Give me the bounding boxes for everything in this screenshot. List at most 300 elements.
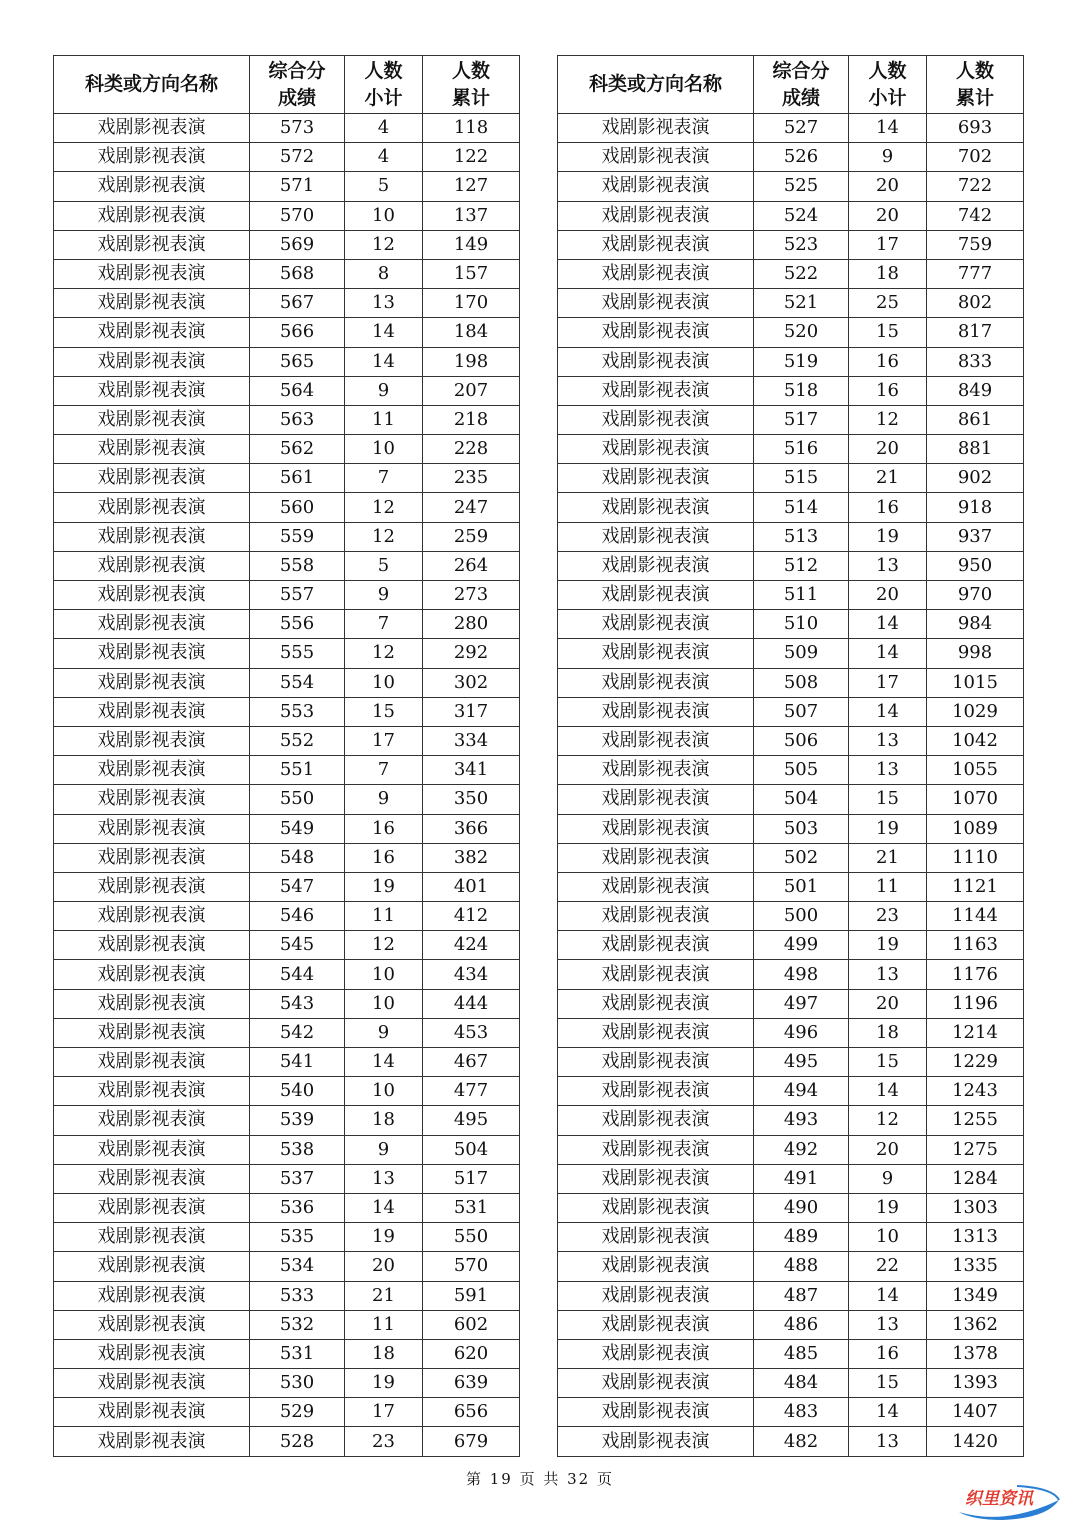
cell-cumulative: 434 [423, 960, 520, 989]
cell-subtotal: 9 [849, 1164, 927, 1193]
cell-subtotal: 12 [849, 1106, 927, 1135]
cell-score: 550 [250, 785, 345, 814]
cell-subtotal: 11 [345, 1310, 423, 1339]
cell-category: 戏剧影视表演 [558, 1398, 754, 1427]
table-row [54, 1427, 520, 1456]
cell-category: 戏剧影视表演 [558, 1281, 754, 1310]
cell-category: 戏剧影视表演 [558, 697, 754, 726]
table-row [558, 756, 1024, 785]
logo-text: 织里资讯 [965, 1489, 1033, 1509]
table-row [54, 872, 520, 901]
cell-cumulative: 170 [423, 289, 520, 318]
cell-category: 戏剧影视表演 [54, 464, 250, 493]
cell-category: 戏剧影视表演 [54, 376, 250, 405]
cell-score: 559 [250, 522, 345, 551]
cell-subtotal: 4 [345, 114, 423, 143]
cell-subtotal: 19 [849, 522, 927, 551]
cell-score: 570 [250, 201, 345, 230]
cell-category: 戏剧影视表演 [54, 1427, 250, 1456]
table-row [558, 931, 1024, 960]
cell-subtotal: 21 [849, 464, 927, 493]
cell-subtotal: 14 [345, 1193, 423, 1222]
cell-cumulative: 412 [423, 902, 520, 931]
cell-category: 戏剧影视表演 [558, 201, 754, 230]
table-row [54, 1339, 520, 1368]
cell-score: 521 [754, 289, 849, 318]
cell-subtotal: 13 [849, 726, 927, 755]
cell-cumulative: 453 [423, 1018, 520, 1047]
cell-category: 戏剧影视表演 [54, 1135, 250, 1164]
cell-subtotal: 5 [345, 172, 423, 201]
cell-score: 515 [754, 464, 849, 493]
cell-subtotal: 9 [345, 581, 423, 610]
cell-cumulative: 1214 [927, 1018, 1024, 1047]
table-row [558, 1252, 1024, 1281]
cell-category: 戏剧影视表演 [558, 143, 754, 172]
cell-score: 502 [754, 843, 849, 872]
table-row [558, 1135, 1024, 1164]
cell-subtotal: 12 [345, 931, 423, 960]
cell-cumulative: 1393 [927, 1369, 1024, 1398]
cell-category: 戏剧影视表演 [558, 931, 754, 960]
table-row [54, 931, 520, 960]
cell-score: 544 [250, 960, 345, 989]
cell-score: 560 [250, 493, 345, 522]
header-cumulative-line2: 累计 [955, 86, 994, 109]
cell-category: 戏剧影视表演 [558, 960, 754, 989]
cell-subtotal: 10 [345, 201, 423, 230]
table-row [54, 1018, 520, 1047]
cell-cumulative: 1015 [927, 668, 1024, 697]
cell-category: 戏剧影视表演 [54, 1164, 250, 1193]
cell-score: 554 [250, 668, 345, 697]
cell-category: 戏剧影视表演 [558, 872, 754, 901]
header-score-line2: 成绩 [277, 86, 316, 109]
cell-subtotal: 8 [345, 259, 423, 288]
table-row [558, 318, 1024, 347]
cell-subtotal: 18 [849, 259, 927, 288]
cell-score: 496 [754, 1018, 849, 1047]
table-row [558, 843, 1024, 872]
table-body-right [558, 114, 1024, 1457]
cell-score: 556 [250, 610, 345, 639]
cell-category: 戏剧影视表演 [558, 1135, 754, 1164]
cell-cumulative: 693 [927, 114, 1024, 143]
cell-category: 戏剧影视表演 [54, 872, 250, 901]
cell-score: 482 [754, 1427, 849, 1456]
cell-subtotal: 25 [849, 289, 927, 318]
cell-score: 518 [754, 376, 849, 405]
cell-category: 戏剧影视表演 [558, 405, 754, 434]
cell-cumulative: 137 [423, 201, 520, 230]
cell-cumulative: 341 [423, 756, 520, 785]
cell-cumulative: 118 [423, 114, 520, 143]
cell-score: 543 [250, 989, 345, 1018]
cell-cumulative: 401 [423, 872, 520, 901]
table-row [558, 551, 1024, 580]
cell-subtotal: 13 [849, 551, 927, 580]
table-row [54, 435, 520, 464]
header-score-line1: 综合分 [268, 59, 326, 82]
header-subtotal-line2: 小计 [868, 86, 907, 109]
table-row [54, 493, 520, 522]
cell-subtotal: 7 [345, 464, 423, 493]
cell-category: 戏剧影视表演 [558, 230, 754, 259]
cell-cumulative: 1303 [927, 1193, 1024, 1222]
table-row [54, 639, 520, 668]
cell-cumulative: 1275 [927, 1135, 1024, 1164]
cell-score: 510 [754, 610, 849, 639]
cell-score: 569 [250, 230, 345, 259]
cell-cumulative: 759 [927, 230, 1024, 259]
cell-score: 498 [754, 960, 849, 989]
cell-score: 540 [250, 1077, 345, 1106]
cell-category: 戏剧影视表演 [54, 1048, 250, 1077]
cell-subtotal: 10 [345, 989, 423, 1018]
cell-cumulative: 228 [423, 435, 520, 464]
cell-score: 486 [754, 1310, 849, 1339]
cell-score: 526 [754, 143, 849, 172]
cell-cumulative: 264 [423, 551, 520, 580]
cell-score: 535 [250, 1223, 345, 1252]
cell-category: 戏剧影视表演 [54, 814, 250, 843]
cell-cumulative: 639 [423, 1369, 520, 1398]
table-row [558, 1398, 1024, 1427]
table-row [54, 610, 520, 639]
cell-score: 493 [754, 1106, 849, 1135]
cell-cumulative: 881 [927, 435, 1024, 464]
cell-subtotal: 5 [345, 551, 423, 580]
cell-category: 戏剧影视表演 [558, 668, 754, 697]
cell-cumulative: 467 [423, 1048, 520, 1077]
cell-subtotal: 14 [849, 1077, 927, 1106]
table-row [54, 814, 520, 843]
cell-score: 494 [754, 1077, 849, 1106]
cell-category: 戏剧影视表演 [558, 1164, 754, 1193]
header-subtotal [345, 56, 423, 114]
cell-score: 516 [754, 435, 849, 464]
cell-score: 573 [250, 114, 345, 143]
cell-cumulative: 1243 [927, 1077, 1024, 1106]
cell-score: 495 [754, 1048, 849, 1077]
table-row [558, 581, 1024, 610]
table-row [54, 405, 520, 434]
cell-subtotal: 19 [345, 1369, 423, 1398]
header-cumulative-line1: 人数 [451, 59, 490, 82]
header-subtotal-line1: 人数 [868, 59, 907, 82]
header-score-line1: 综合分 [772, 59, 830, 82]
cell-score: 545 [250, 931, 345, 960]
cell-cumulative: 970 [927, 581, 1024, 610]
cell-category: 戏剧影视表演 [54, 843, 250, 872]
table-row [54, 230, 520, 259]
cell-category: 戏剧影视表演 [54, 668, 250, 697]
cell-score: 520 [754, 318, 849, 347]
cell-subtotal: 14 [849, 1281, 927, 1310]
cell-cumulative: 317 [423, 697, 520, 726]
cell-category: 戏剧影视表演 [54, 1398, 250, 1427]
table-row [54, 1310, 520, 1339]
table-row [558, 1164, 1024, 1193]
cell-category: 戏剧影视表演 [558, 318, 754, 347]
cell-subtotal: 9 [849, 143, 927, 172]
cell-cumulative: 656 [423, 1398, 520, 1427]
cell-category: 戏剧影视表演 [54, 1310, 250, 1339]
table-row [558, 989, 1024, 1018]
table-row [558, 814, 1024, 843]
cell-score: 487 [754, 1281, 849, 1310]
cell-category: 戏剧影视表演 [558, 1077, 754, 1106]
table-row [54, 1106, 520, 1135]
cell-score: 514 [754, 493, 849, 522]
table-row [54, 1193, 520, 1222]
cell-subtotal: 12 [345, 639, 423, 668]
cell-category: 戏剧影视表演 [558, 610, 754, 639]
cell-score: 500 [754, 902, 849, 931]
table-row [54, 1048, 520, 1077]
cell-cumulative: 1229 [927, 1048, 1024, 1077]
cell-category: 戏剧影视表演 [54, 1223, 250, 1252]
cell-category: 戏剧影视表演 [54, 697, 250, 726]
cell-cumulative: 570 [423, 1252, 520, 1281]
table-row [558, 1106, 1024, 1135]
cell-subtotal: 18 [345, 1339, 423, 1368]
cell-cumulative: 1055 [927, 756, 1024, 785]
cell-cumulative: 477 [423, 1077, 520, 1106]
cell-category: 戏剧影视表演 [558, 376, 754, 405]
cell-cumulative: 984 [927, 610, 1024, 639]
table-row [558, 114, 1024, 143]
cell-category: 戏剧影视表演 [558, 1048, 754, 1077]
cell-subtotal: 12 [849, 405, 927, 434]
cell-subtotal: 11 [345, 902, 423, 931]
cell-category: 戏剧影视表演 [54, 114, 250, 143]
cell-subtotal: 19 [345, 1223, 423, 1252]
table-row [54, 1252, 520, 1281]
cell-cumulative: 1029 [927, 697, 1024, 726]
header-cumulative-line1: 人数 [955, 59, 994, 82]
table-row [54, 143, 520, 172]
table-row [558, 1427, 1024, 1456]
cell-category: 戏剧影视表演 [54, 493, 250, 522]
cell-score: 539 [250, 1106, 345, 1135]
header-subtotal-line2: 小计 [364, 86, 403, 109]
cell-cumulative: 247 [423, 493, 520, 522]
cell-category: 戏剧影视表演 [54, 522, 250, 551]
cell-score: 508 [754, 668, 849, 697]
watermark-logo [955, 1478, 1065, 1522]
header-cumulative [423, 56, 520, 114]
cell-category: 戏剧影视表演 [54, 405, 250, 434]
cell-score: 564 [250, 376, 345, 405]
cell-subtotal: 15 [849, 1048, 927, 1077]
cell-cumulative: 444 [423, 989, 520, 1018]
cell-category: 戏剧影视表演 [558, 1252, 754, 1281]
cell-category: 戏剧影视表演 [558, 1193, 754, 1222]
cell-score: 557 [250, 581, 345, 610]
header-cumulative-line2: 累计 [451, 86, 490, 109]
cell-score: 529 [250, 1398, 345, 1427]
cell-score: 501 [754, 872, 849, 901]
cell-subtotal: 9 [345, 1135, 423, 1164]
cell-subtotal: 15 [849, 318, 927, 347]
cell-subtotal: 14 [345, 318, 423, 347]
cell-score: 542 [250, 1018, 345, 1047]
cell-category: 戏剧影视表演 [54, 172, 250, 201]
cell-category: 戏剧影视表演 [558, 114, 754, 143]
cell-category: 戏剧影视表演 [54, 610, 250, 639]
cell-cumulative: 1407 [927, 1398, 1024, 1427]
cell-score: 533 [250, 1281, 345, 1310]
table-row [54, 843, 520, 872]
table-row [54, 668, 520, 697]
cell-subtotal: 14 [345, 1048, 423, 1077]
table-row [558, 697, 1024, 726]
table-row [54, 1398, 520, 1427]
cell-cumulative: 218 [423, 405, 520, 434]
cell-cumulative: 334 [423, 726, 520, 755]
cell-score: 555 [250, 639, 345, 668]
cell-score: 562 [250, 435, 345, 464]
header-category: 科类或方向名称 [558, 56, 754, 114]
cell-score: 528 [250, 1427, 345, 1456]
cell-cumulative: 302 [423, 668, 520, 697]
cell-score: 497 [754, 989, 849, 1018]
cell-cumulative: 861 [927, 405, 1024, 434]
cell-subtotal: 10 [849, 1223, 927, 1252]
cell-subtotal: 22 [849, 1252, 927, 1281]
cell-subtotal: 14 [849, 697, 927, 726]
table-row [558, 230, 1024, 259]
table-row [558, 610, 1024, 639]
cell-category: 戏剧影视表演 [54, 931, 250, 960]
cell-score: 566 [250, 318, 345, 347]
cell-cumulative: 550 [423, 1223, 520, 1252]
cell-category: 戏剧影视表演 [558, 843, 754, 872]
cell-score: 531 [250, 1339, 345, 1368]
cell-subtotal: 14 [345, 347, 423, 376]
table-row [558, 201, 1024, 230]
cell-category: 戏剧影视表演 [558, 551, 754, 580]
cell-cumulative: 591 [423, 1281, 520, 1310]
cell-score: 485 [754, 1339, 849, 1368]
cell-score: 552 [250, 726, 345, 755]
cell-subtotal: 10 [345, 435, 423, 464]
cell-category: 戏剧影视表演 [54, 347, 250, 376]
cell-score: 537 [250, 1164, 345, 1193]
cell-score: 504 [754, 785, 849, 814]
cell-cumulative: 950 [927, 551, 1024, 580]
table-row [558, 785, 1024, 814]
table-header-row [54, 56, 520, 114]
cell-subtotal: 13 [849, 960, 927, 989]
cell-score: 503 [754, 814, 849, 843]
cell-category: 戏剧影视表演 [54, 1369, 250, 1398]
cell-score: 483 [754, 1398, 849, 1427]
cell-cumulative: 1335 [927, 1252, 1024, 1281]
table-row [54, 581, 520, 610]
cell-cumulative: 1420 [927, 1427, 1024, 1456]
cell-category: 戏剧影视表演 [54, 1106, 250, 1135]
cell-score: 532 [250, 1310, 345, 1339]
cell-category: 戏剧影视表演 [558, 289, 754, 318]
cell-subtotal: 16 [849, 493, 927, 522]
table-row [54, 989, 520, 1018]
cell-score: 546 [250, 902, 345, 931]
cell-cumulative: 280 [423, 610, 520, 639]
cell-subtotal: 13 [849, 1310, 927, 1339]
cell-category: 戏剧影视表演 [54, 989, 250, 1018]
cell-score: 506 [754, 726, 849, 755]
cell-cumulative: 849 [927, 376, 1024, 405]
cell-category: 戏剧影视表演 [558, 1369, 754, 1398]
cell-cumulative: 802 [927, 289, 1024, 318]
table-row [558, 902, 1024, 931]
cell-category: 戏剧影视表演 [54, 1252, 250, 1281]
cell-cumulative: 517 [423, 1164, 520, 1193]
table-row [558, 668, 1024, 697]
cell-category: 戏剧影视表演 [54, 902, 250, 931]
table-row [558, 172, 1024, 201]
table-row [558, 1310, 1024, 1339]
cell-cumulative: 149 [423, 230, 520, 259]
header-cumulative [927, 56, 1024, 114]
table-row [54, 726, 520, 755]
table-row [54, 756, 520, 785]
cell-score: 563 [250, 405, 345, 434]
cell-cumulative: 1070 [927, 785, 1024, 814]
cell-subtotal: 11 [849, 872, 927, 901]
cell-cumulative: 157 [423, 259, 520, 288]
table-row [558, 464, 1024, 493]
cell-subtotal: 14 [849, 1398, 927, 1427]
cell-score: 571 [250, 172, 345, 201]
cell-score: 553 [250, 697, 345, 726]
cell-score: 505 [754, 756, 849, 785]
cell-subtotal: 21 [345, 1281, 423, 1310]
cell-subtotal: 15 [849, 1369, 927, 1398]
cell-category: 戏剧影视表演 [54, 551, 250, 580]
cell-cumulative: 1110 [927, 843, 1024, 872]
cell-category: 戏剧影视表演 [54, 318, 250, 347]
table-row [558, 1369, 1024, 1398]
table-row [54, 697, 520, 726]
cell-category: 戏剧影视表演 [54, 639, 250, 668]
cell-category: 戏剧影视表演 [558, 493, 754, 522]
cell-cumulative: 495 [423, 1106, 520, 1135]
cell-category: 戏剧影视表演 [558, 902, 754, 931]
cell-category: 戏剧影视表演 [558, 1223, 754, 1252]
cell-category: 戏剧影视表演 [558, 347, 754, 376]
cell-cumulative: 382 [423, 843, 520, 872]
table-row [558, 405, 1024, 434]
table-row [54, 172, 520, 201]
cell-score: 541 [250, 1048, 345, 1077]
cell-subtotal: 12 [345, 493, 423, 522]
cell-subtotal: 23 [849, 902, 927, 931]
cell-cumulative: 937 [927, 522, 1024, 551]
cell-subtotal: 17 [849, 230, 927, 259]
cell-subtotal: 9 [345, 1018, 423, 1047]
table-row [558, 259, 1024, 288]
table-row [54, 464, 520, 493]
cell-cumulative: 1349 [927, 1281, 1024, 1310]
cell-subtotal: 11 [345, 405, 423, 434]
cell-score: 499 [754, 931, 849, 960]
cell-cumulative: 679 [423, 1427, 520, 1456]
cell-cumulative: 1121 [927, 872, 1024, 901]
cell-subtotal: 10 [345, 960, 423, 989]
